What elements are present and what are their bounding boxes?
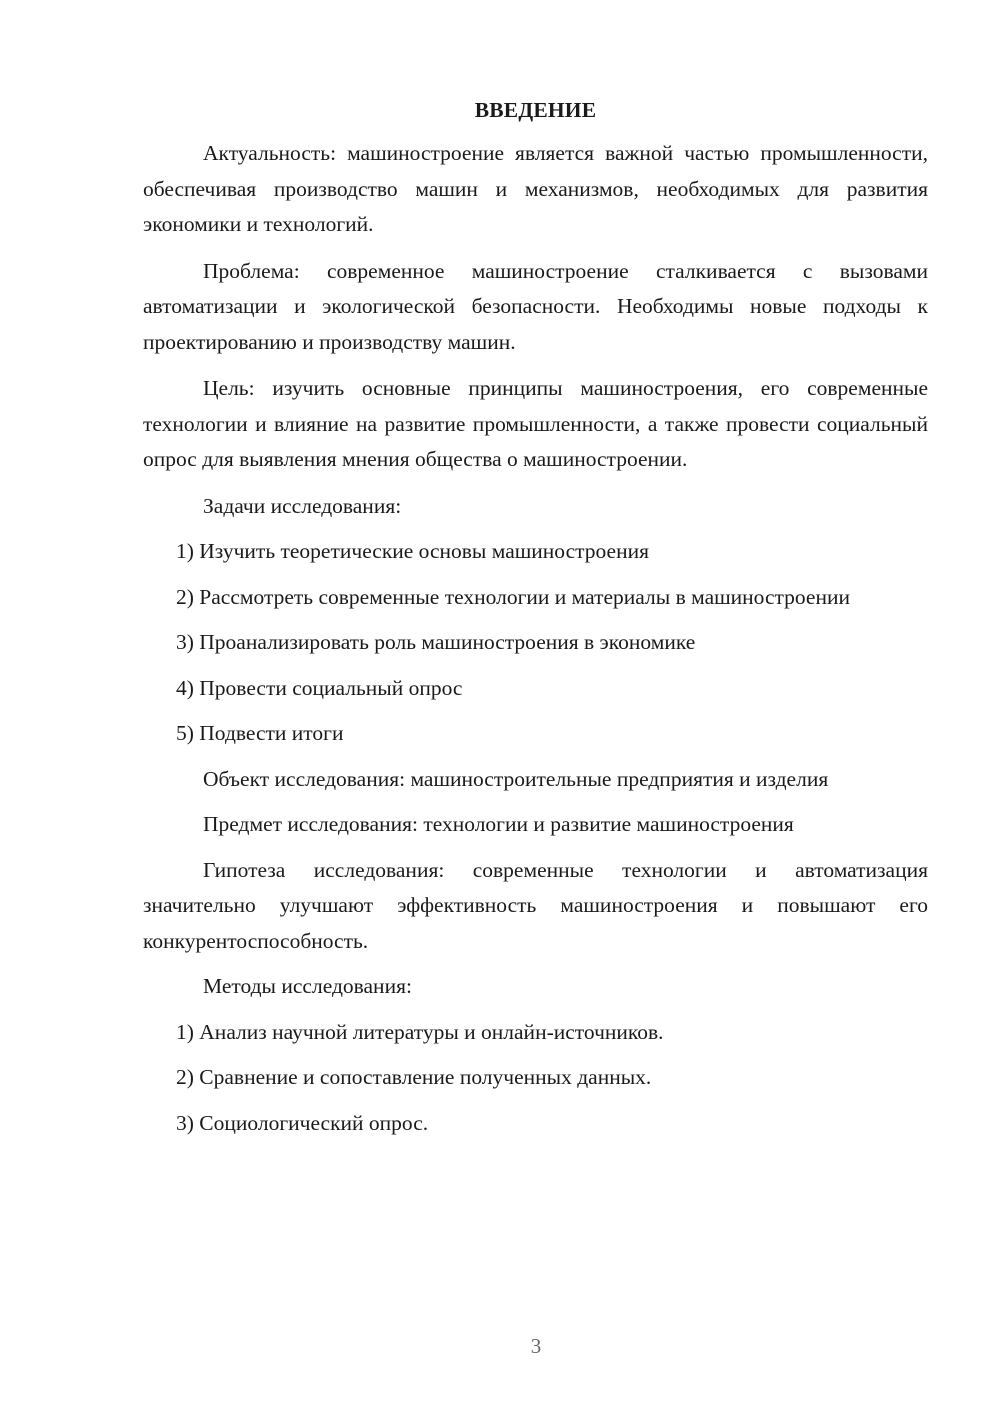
method-item-2: 2) Сравнение и сопоставление полученных данных. <box>176 1065 652 1089</box>
task-item-3: 3) Проанализировать роль машиностроения в экономике <box>176 630 696 654</box>
methods-title: Методы исследования: <box>203 974 412 998</box>
relevance-paragraph: Актуальность: машиностроение является важной частью промышленности, обеспечивая производство машин и механизмов, необходимых для развития экономики и технологий. <box>143 141 928 236</box>
page-number: 3 <box>530 1334 542 1358</box>
problem-paragraph: Проблема: современное машиностроение сталкивается с вызовами автоматизации и экологической безопасности. Необходимы новые подходы к проектированию и производству машин. <box>143 258 928 354</box>
object-paragraph: Объект исследования: машиностроительные предприятия и изделия <box>203 766 829 791</box>
task-item-2: 2) Рассмотреть современные технологии и материалы в машиностроении <box>176 584 850 609</box>
hypothesis-paragraph: Гипотеза исследования: современные технологии и автоматизация значительно улучшают эффективность машиностроения и повышают его конкурентоспособность. <box>143 857 928 953</box>
task-item-1: 1) Изучить теоретические основы машиностроения <box>176 539 649 563</box>
section-heading: ВВЕДЕНИЕ <box>474 98 597 122</box>
page-content <box>143 96 928 1141</box>
method-item-1: 1) Анализ научной литературы и онлайн-источников. <box>176 1019 664 1044</box>
task-item-4: 4) Провести социальный опрос <box>176 675 463 700</box>
subject-paragraph: Предмет исследования: технологии и развитие машиностроения <box>203 812 794 836</box>
goal-paragraph: Цель: изучить основные принципы машиностроения, его современные технологии и влияние на развитие промышленности, а также провести социальный опрос для выявления мнения общества о машиностроении. <box>143 376 928 471</box>
tasks-title: Задачи исследования: <box>203 493 402 518</box>
method-item-3: 3) Социологический опрос. <box>176 1110 429 1135</box>
task-item-5: 5) Подвести итоги <box>176 721 344 745</box>
